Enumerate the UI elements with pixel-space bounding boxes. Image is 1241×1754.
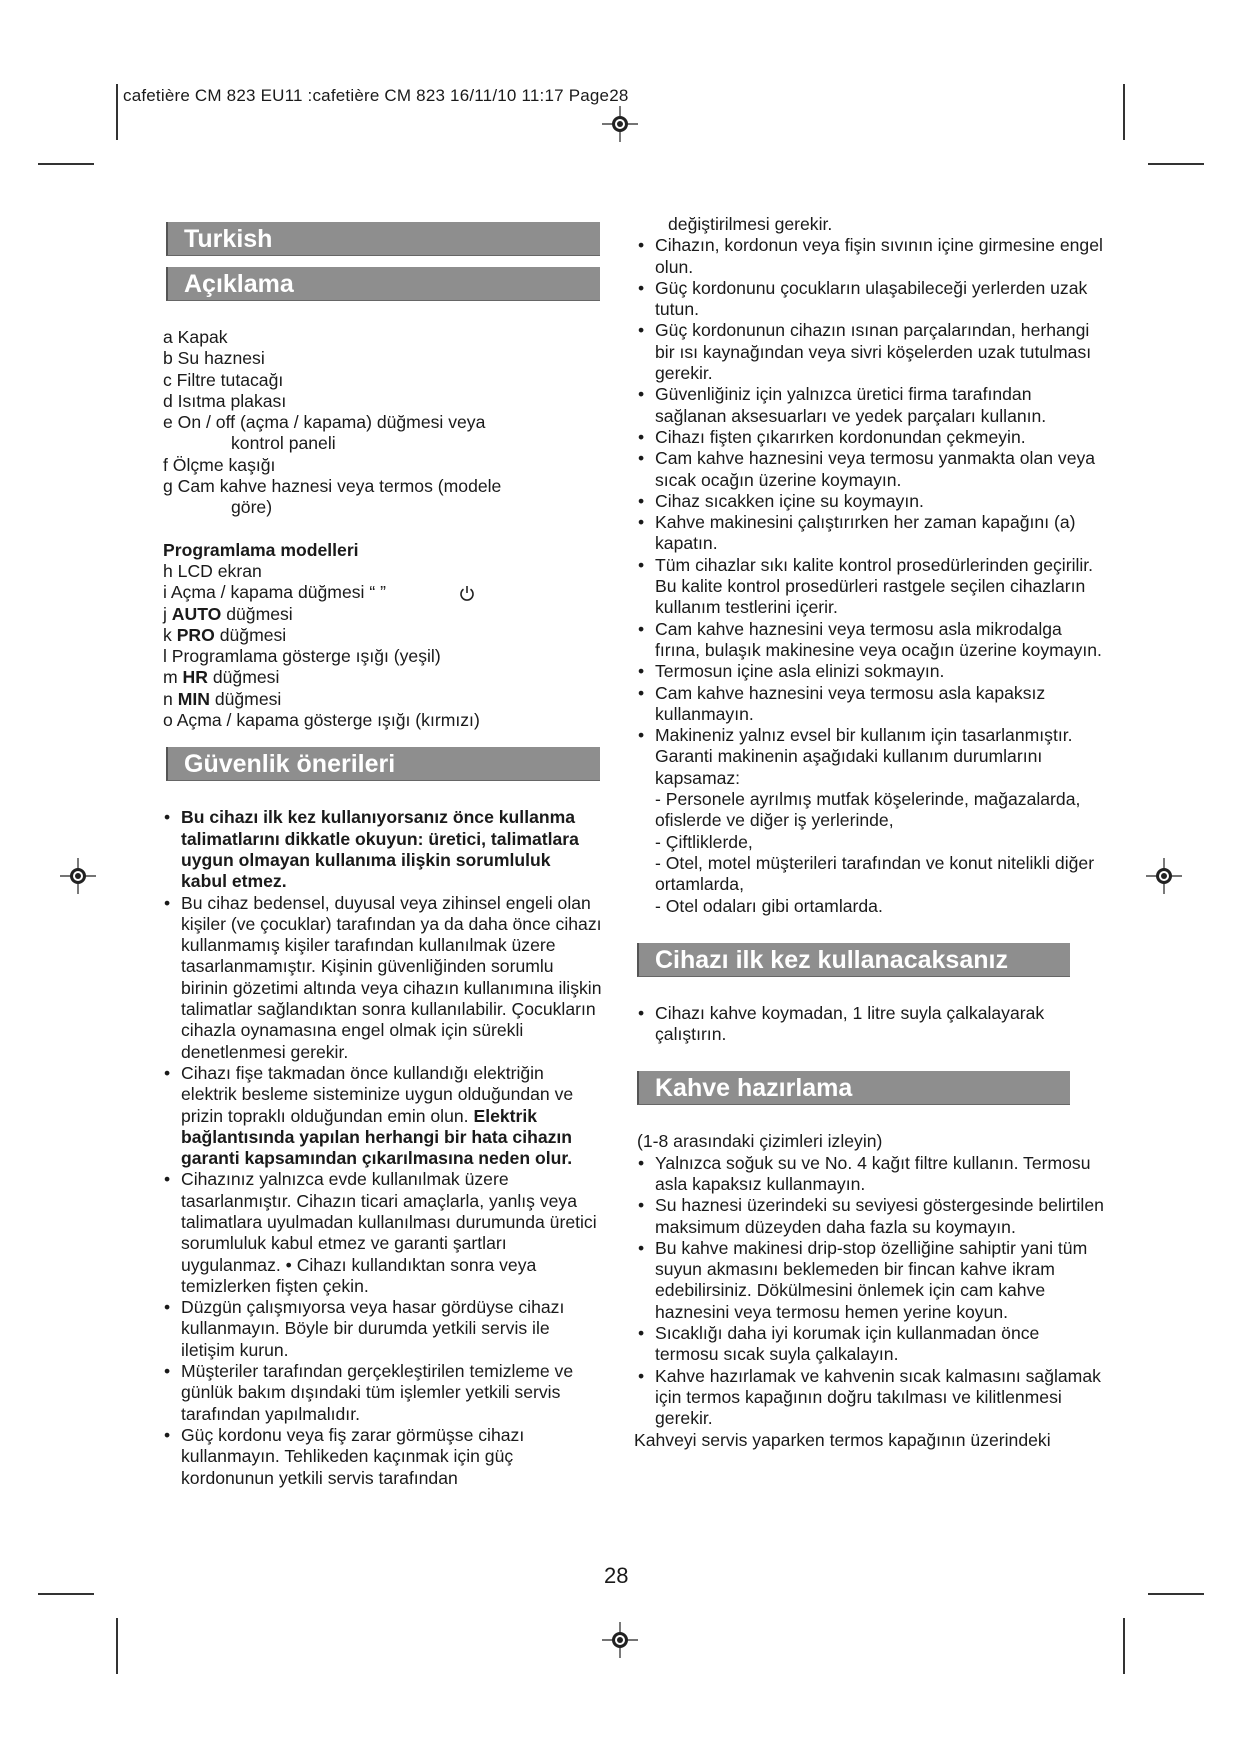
warranty-item: - Çiftliklerde,: [655, 831, 753, 852]
part-i: [163, 582, 603, 603]
part-d: d Isıtma plakası: [163, 390, 287, 411]
right-column: [634, 214, 1107, 1451]
part-g: g Cam kahve haznesi veya termos (modele: [163, 476, 502, 497]
crop-mark-bottom-right-h: [1148, 1593, 1204, 1595]
first-use-list: [637, 1003, 1107, 1046]
crop-mark-top-left-v: [116, 84, 118, 140]
warranty-item: - Otel odaları gibi ortamlarda.: [655, 895, 883, 916]
brew-list: [637, 1153, 1107, 1430]
registration-mark-left-icon: [60, 858, 96, 894]
warranty-text: Garanti makinenin aşağıdaki kullanım durumlarını kapsamaz:: [655, 746, 1043, 788]
list-item: • Cihazın, kordonun veya fişin sıvının içine girmesine engel olun.: [637, 235, 1107, 278]
part-e-cont: kontrol paneli: [231, 433, 336, 454]
crop-mark-bottom-left-v: [116, 1618, 118, 1674]
part-c: c Filtre tutacağı: [163, 369, 284, 390]
part-h: h LCD ekran: [163, 560, 262, 581]
crop-mark-top-left-h: [38, 163, 94, 165]
list-item: • Sıcaklığı daha iyi korumak için kullanmadan önce termosu sıcak suyla çalkalayın.: [637, 1323, 1107, 1366]
part-o: o Açma / kapama gösterge ışığı (kırmızı): [163, 710, 480, 731]
section-title-description: Açıklama: [166, 267, 600, 301]
list-item: • Makineniz yalnız evsel bir kullanım için tasarlanmıştır. Garanti makinenin aşağıdaki kullanım durumlarını kapsamaz: - Personele ayrılmış mutfak köşelerinde, mağazalarda, ofislerde ve diğer iş yerlerinde, - Çiftliklerde, - Otel, motel müşterileri tarafından ve konut nitelikli diğer ortamlarda, - Otel odaları gibi ortamlarda.: [637, 725, 1107, 917]
part-b: b Su haznesi: [163, 348, 265, 369]
list-item: • Bu cihaz bedensel, duyusal veya zihinsel engeli olan kişiler (ve çocuklar) tarafından ya da daha önce cihazı kullanmamış kişiler tarafından kullanılmak üzere tasarlanmamıştır. Kişinin güvenliğinden sorumlu birinin gözetimi altında veya cihazın kullanımına ilişkin talimatlar sağlandıktan sonra kullanılabilir. Çocukların cihazla oynamasına engel olmak için sürekli denetlenmesi gerekir.: [163, 893, 603, 1063]
list-item: • Cam kahve haznesini veya termosu asla kapaksız kullanmayın.: [637, 683, 1107, 726]
crop-mark-bottom-right-v: [1123, 1618, 1125, 1674]
list-item: • Su haznesi üzerindeki su seviyesi göstergesinde belirtilen maksimum düzeyden daha fazla su koymayın.: [637, 1195, 1107, 1238]
list-item: • Termosun içine asla elinizi sokmayın.: [637, 661, 1107, 682]
programming-models-title: Programlama modelleri: [163, 539, 359, 560]
list-item: • Cam kahve haznesini veya termosu asla mikrodalga fırına, bulaşık makinesine veya ocağın üzerine koymayın.: [637, 619, 1107, 662]
part-k: k PRO düğmesi: [163, 624, 287, 645]
warranty-item: - Personele ayrılmış mutfak köşelerinde, mağazalarda, ofislerde ve diğer iş yerlerinde,: [655, 789, 1081, 831]
safety-list: [163, 807, 603, 1489]
brew-intro: (1-8 arasındaki çizimleri izleyin): [637, 1131, 883, 1152]
list-item: • Müşteriler tarafından gerçekleştirilen temizleme ve günlük bakım dışındaki tüm işlemler yetkili servis tarafından yapılmalıdır.: [163, 1361, 603, 1425]
part-n: n MIN düğmesi: [163, 688, 282, 709]
list-item: • Cihazı fişten çıkarırken kordonundan çekmeyin.: [637, 427, 1107, 448]
warranty-item: - Otel, motel müşterileri tarafından ve konut nitelikli diğer ortamlarda,: [655, 852, 1095, 895]
list-item: • Bu kahve makinesi drip-stop özelliğine sahiptir yani tüm suyun akmasını beklemeden bir fincan kahve ikram edebilirsiniz. Dökülmesini önlemek için cam kahve haznesini veya termosu hemen yerine koyun.: [637, 1238, 1107, 1323]
power-icon: [459, 585, 475, 601]
list-item: • Yalnızca soğuk su ve No. 4 kağıt filtre kullanın. Termosu asla kapaksız kullanmayın.: [637, 1153, 1107, 1196]
crop-mark-top-right-h: [1148, 163, 1204, 165]
section-title-first-use: Cihazı ilk kez kullanacaksanız: [637, 943, 1070, 977]
list-item: • Güç kordonunu çocukların ulaşabileceği yerlerden uzak tutun.: [637, 278, 1107, 321]
registration-mark-bottom-icon: [602, 1622, 638, 1658]
list-item: • Kahve hazırlamak ve kahvenin sıcak kalmasını sağlamak için termos kapağının doğru takılması ve kilitlenmesi gerekir.: [637, 1366, 1107, 1430]
list-item: • Cihazınız yalnızca evde kullanılmak üzere tasarlanmıştır. Cihazın ticari amaçlarla, yanlış veya talimatlara uyulmadan kullanılması durumunda üretici sorumluluk kabul etmez ve garanti şartları uygulanmaz. • Cihazı kullandıktan sonra veya temizlerken fişten çekin.: [163, 1169, 603, 1297]
list-item: • Cihazı fişe takmadan önce kullandığı elektriğin elektrik besleme sisteminize uygun olduğundan ve prizin topraklı olduğundan emin olun. Elektrik bağlantısında yapılan herhangi bir hata cihazın garanti kapsamından çıkarılmasına neden olur.: [163, 1063, 603, 1169]
part-m: m HR düğmesi: [163, 667, 280, 688]
section-title-turkish: Turkish: [166, 222, 600, 256]
list-item: • Güç kordonunun cihazın ısınan parçalarından, herhangi bir ısı kaynağından veya sivri köşelerden uzak tutulması gerekir.: [637, 320, 1107, 384]
crop-mark-bottom-left-h: [38, 1593, 94, 1595]
last-line: Kahveyi servis yaparken termos kapağının üzerindeki: [634, 1429, 1051, 1450]
part-e: e On / off (açma / kapama) düğmesi veya: [163, 412, 486, 433]
part-j: j AUTO düğmesi: [163, 603, 293, 624]
registration-mark-right-icon: [1146, 858, 1182, 894]
part-g-cont: göre): [231, 497, 273, 518]
list-item: • Güvenliğiniz için yalnızca üretici firma tarafından sağlanan aksesuarları ve yedek parçaları kullanın.: [637, 384, 1107, 427]
part-f: f Ölçme kaşığı: [163, 454, 276, 475]
list-item: • Tüm cihazlar sıkı kalite kontrol prosedürlerinden geçirilir. Bu kalite kontrol prosedürleri rastgele seçilen cihazların kullanım testlerini içerir.: [637, 555, 1107, 619]
safety-list-cont: [637, 235, 1107, 917]
print-slug: cafetière CM 823 EU11 :cafetière CM 823 16/11/10 11:17 Page28: [123, 86, 629, 105]
list-item: • Güç kordonu veya fiş zarar görmüşse cihazı kullanmayın. Tehlikeden kaçınmak için güç kordonunun yetkili servis tarafından: [163, 1425, 603, 1489]
page-number: 28: [604, 1563, 629, 1588]
left-column: [163, 222, 603, 1489]
part-l: l Programlama gösterge ışığı (yeşil): [163, 646, 441, 667]
section-title-safety: Güvenlik önerileri: [166, 747, 600, 781]
list-item: • Bu cihazı ilk kez kullanıyorsanız önce kullanma talimatlarını dikkatle okuyun: üretici, talimatlara uygun olmayan kullanıma ilişkin sorumluluk kabul etmez.: [163, 807, 603, 892]
registration-mark-top-icon: [602, 106, 638, 142]
list-item: • Kahve makinesini çalıştırırken her zaman kapağını (a) kapatın.: [637, 512, 1107, 555]
part-a: a Kapak: [163, 327, 228, 347]
list-item: • Cihazı kahve koymadan, 1 litre suyla çalkalayarak çalıştırın.: [637, 1003, 1107, 1046]
list-item: • Cam kahve haznesini veya termosu yanmakta olan veya sıcak ocağın üzerine koymayın.: [637, 448, 1107, 491]
list-item: • Düzgün çalışmıyorsa veya hasar gördüyse cihazı kullanmayın. Böyle bir durumda yetkili servis ile iletişim kurun.: [163, 1297, 603, 1361]
section-title-brewing: Kahve hazırlama: [637, 1071, 1070, 1105]
crop-mark-top-right-v: [1123, 84, 1125, 140]
part-i-label: i Açma / kapama düğmesi “ ”: [163, 582, 386, 603]
list-item: • Cihaz sıcakken içine su koymayın.: [637, 491, 1107, 512]
continuation-text: değiştirilmesi gerekir.: [668, 214, 833, 234]
